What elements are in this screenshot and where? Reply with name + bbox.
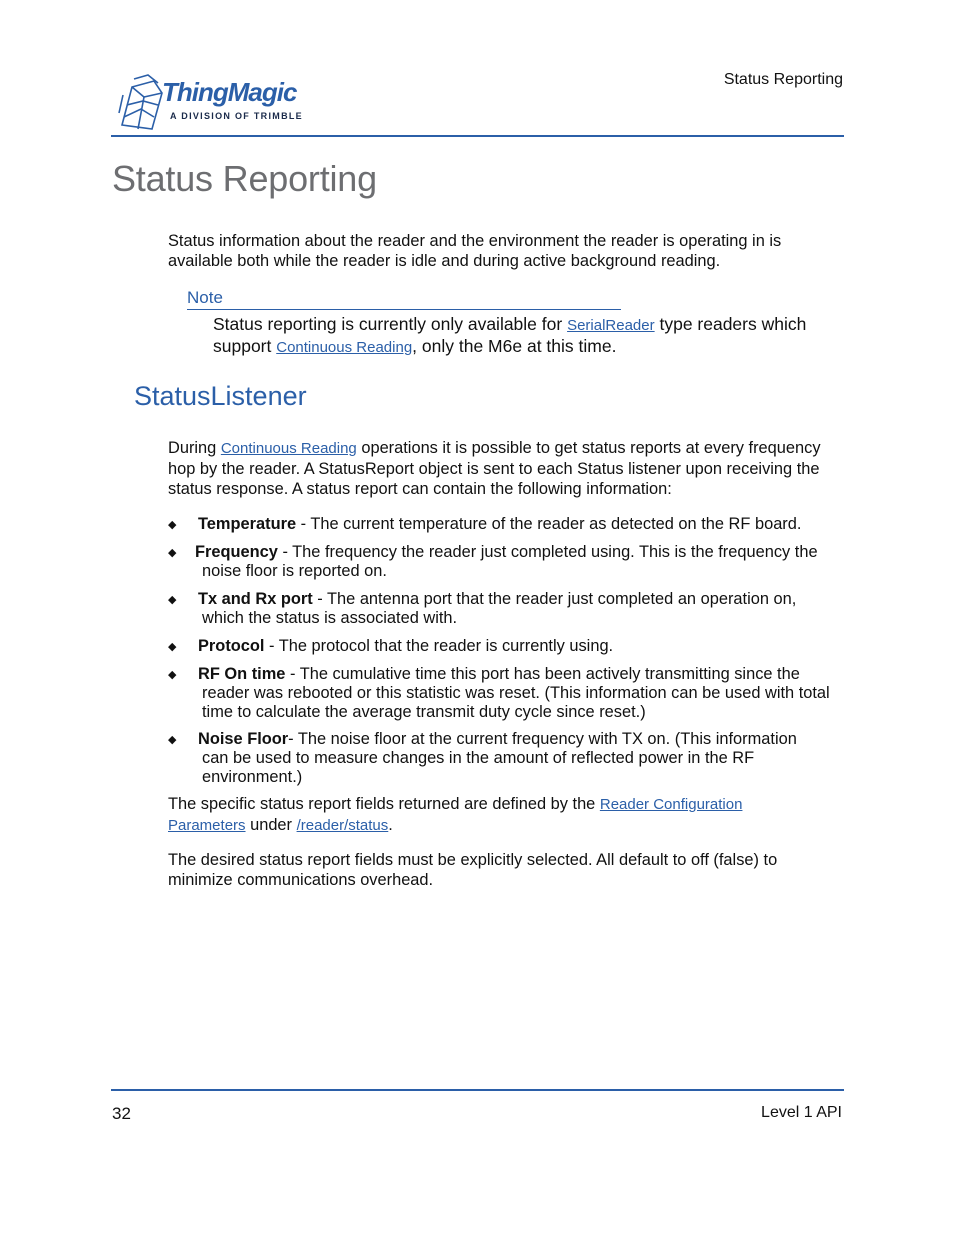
bullet-continuation: noise floor is reported on. [202, 562, 387, 580]
bullet-term: Frequency [195, 543, 278, 561]
bullet-term: Temperature [198, 515, 297, 533]
list-item [168, 665, 843, 722]
fields-after: . [388, 816, 393, 834]
serialreader-link[interactable]: SerialReader [567, 317, 655, 334]
logo-tagline: A DIVISION OF TRIMBLE [170, 111, 303, 121]
bullet-continuation: which the status is associated with. [202, 609, 458, 627]
list-item [168, 590, 843, 628]
note-text [213, 314, 843, 358]
thingmagic-logo [114, 73, 314, 133]
reader-configuration-parameters-link[interactable]: Reader Configuration Parameters [168, 796, 743, 834]
diamond-bullet-icon: ◆ [168, 669, 177, 681]
diamond-bullet-icon: ◆ [168, 641, 177, 653]
list-item [168, 543, 843, 581]
bullet-text: - The cumulative time this port has been actively transmitting since the [285, 665, 800, 683]
intro-paragraph: Status information about the reader and the environment the reader is operating in is available both while the reader is idle and during active background reading. [168, 232, 782, 270]
section-heading: StatusListener [134, 381, 307, 411]
closing-paragraph: The desired status report fields must be explicitly selected. All default to off (false) to minimize communications overhead. [168, 851, 778, 889]
fields-paragraph [168, 794, 808, 836]
list-item [168, 730, 843, 787]
fields-middle: under [245, 816, 297, 834]
reader-status-link[interactable]: /reader/status [296, 817, 389, 834]
diamond-bullet-icon: ◆ [168, 519, 177, 531]
note-text-middle: type readers which support [213, 314, 807, 356]
section-intro-before: During [168, 439, 221, 457]
page-number: 32 [112, 1104, 131, 1123]
diamond-bullet-icon: ◆ [168, 547, 177, 559]
footer-section-label: Level 1 API [761, 1104, 842, 1121]
running-header: Status Reporting [723, 71, 843, 88]
fields-before: The specific status report fields returned are defined by the [168, 795, 600, 813]
diamond-bullet-icon: ◆ [168, 594, 177, 606]
bullet-term: Protocol [198, 637, 265, 655]
list-item [168, 637, 843, 656]
bullet-term: Noise Floor [198, 730, 289, 748]
note-text-before: Status reporting is currently only available for [213, 314, 568, 334]
bullet-term: Tx and Rx port [198, 590, 313, 608]
continuous-reading-link[interactable]: Continuous Reading [220, 440, 357, 457]
header-rule [111, 135, 844, 137]
bullet-text: - The protocol that the reader is currently using. [264, 637, 614, 655]
section-intro-after: operations it is possible to get status reports at every frequency hop by the reader. A StatusReport object is sent to each Status listener upon receiving the status response. A status report can contain the following information: [168, 439, 821, 498]
list-item [168, 515, 843, 534]
bullet-text: - The antenna port that the reader just completed an operation on, [312, 590, 797, 608]
bullet-text: - The current temperature of the reader as detected on the RF board. [296, 515, 802, 533]
bullet-text: - The noise floor at the current frequency with TX on. (This information [288, 730, 797, 748]
logo-wordmark: ThingMagic [162, 77, 297, 107]
bullet-continuation: reader was rebooted or this statistic was reset. (This information can be used with total time to calculate the average transmit duty cycle since reset.) [202, 684, 830, 721]
continuous-reading-link[interactable]: Continuous Reading [276, 339, 413, 356]
bullet-term: RF On time [198, 665, 286, 683]
bullet-text: - The frequency the reader just completed using. This is the frequency the [277, 543, 818, 561]
section-intro-paragraph [168, 438, 843, 499]
diamond-bullet-icon: ◆ [168, 734, 177, 746]
note-text-after: , only the M6e at this time. [412, 336, 617, 356]
note-label: Note [187, 288, 621, 310]
page-title: Status Reporting [112, 158, 377, 199]
footer-rule [111, 1089, 844, 1091]
bullet-continuation: can be used to measure changes in the amount of reflected power in the RF environment.) [202, 749, 755, 786]
